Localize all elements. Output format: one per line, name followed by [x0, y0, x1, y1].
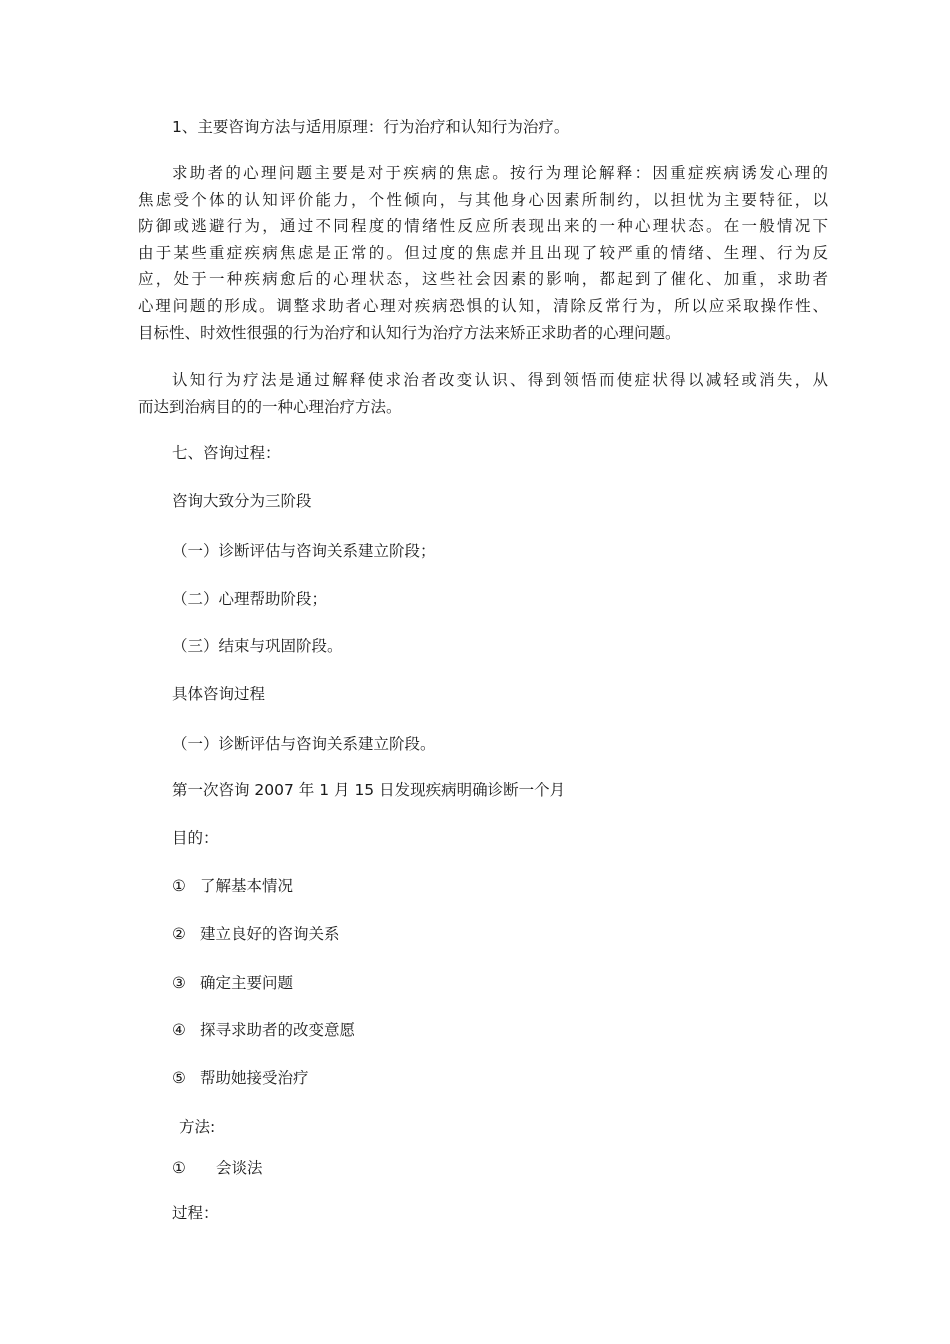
stage-item: （一）诊断评估与咨询关系建立阶段；	[172, 542, 436, 560]
stage-item: （二）心理帮助阶段；	[172, 590, 328, 608]
purpose-text: 探寻求助者的改变意愿	[200, 1021, 356, 1039]
list-marker: ①	[172, 1159, 186, 1177]
paragraph-line: 求助者的心理问题主要是对于疾病的焦虑。按行为理论解释：因重症疾病诱发心理的	[172, 164, 828, 182]
list-marker: ②	[172, 925, 186, 943]
detail-stage-item: （一）诊断评估与咨询关系建立阶段。	[172, 735, 436, 753]
purpose-item	[172, 1068, 309, 1088]
paragraph-line: 而达到治病目的的一种心理治疗方法。	[138, 397, 402, 416]
first-session-line: 第一次咨询 2007 年 1 月 15 日发现疾病明确诊断一个月	[172, 781, 566, 799]
purpose-label: 目的：	[172, 829, 219, 847]
purpose-text: 确定主要问题	[200, 974, 294, 992]
stages-intro: 咨询大致分为三阶段	[172, 492, 312, 510]
paragraph-line: 由于某些重症疾病焦虑是正常的。但过度的焦虑并且出现了较严重的情绪、生理、行为反	[138, 243, 828, 262]
method-label: 方法:	[179, 1118, 216, 1136]
list-marker: ③	[172, 974, 186, 992]
paragraph-line: 目标性、时效性很强的行为治疗和认知行为治疗方法来矫正求助者的心理问题。	[138, 323, 681, 342]
purpose-item	[172, 924, 340, 944]
purpose-item	[172, 876, 293, 896]
method-heading: 1、主要咨询方法与适用原理：行为治疗和认知行为治疗。	[172, 118, 570, 136]
purpose-text: 帮助她接受治疗	[200, 1069, 309, 1087]
method-item	[172, 1158, 263, 1178]
process-label: 过程：	[172, 1204, 219, 1222]
purpose-item	[172, 1020, 355, 1040]
paragraph-line: 防御或逃避行为，通过不同程度的情绪性反应所表现出来的一种心理状态。在一般情况下	[138, 217, 828, 236]
paragraph-line: 认知行为疗法是通过解释使求治者改变认识、得到领悟而使症状得以减轻或消失，从	[172, 371, 828, 389]
paragraph-line: 焦虑受个体的认知评价能力，个性倾向，与其他身心因素所制约，以担忧为主要特征，以	[138, 190, 828, 209]
section-title: 七、咨询过程：	[172, 444, 281, 462]
method-text: 会谈法	[216, 1159, 263, 1177]
purpose-item	[172, 973, 293, 993]
purpose-text: 建立良好的咨询关系	[200, 925, 340, 943]
list-marker: ④	[172, 1021, 186, 1039]
list-marker: ⑤	[172, 1069, 186, 1087]
paragraph-anxiety-explanation	[138, 160, 828, 346]
purpose-text: 了解基本情况	[200, 877, 294, 895]
stage-item: （三）结束与巩固阶段。	[172, 637, 343, 655]
paragraph-cbt-definition	[138, 367, 828, 420]
list-marker: ①	[172, 877, 186, 895]
detail-title: 具体咨询过程	[172, 685, 266, 703]
paragraph-line: 心理问题的形成。调整求助者心理对疾病恐惧的认知，清除反常行为，所以应采取操作性、	[138, 296, 828, 315]
paragraph-line: 应，处于一种疾病愈后的心理状态，这些社会因素的影响，都起到了催化、加重，求助者	[138, 270, 828, 289]
